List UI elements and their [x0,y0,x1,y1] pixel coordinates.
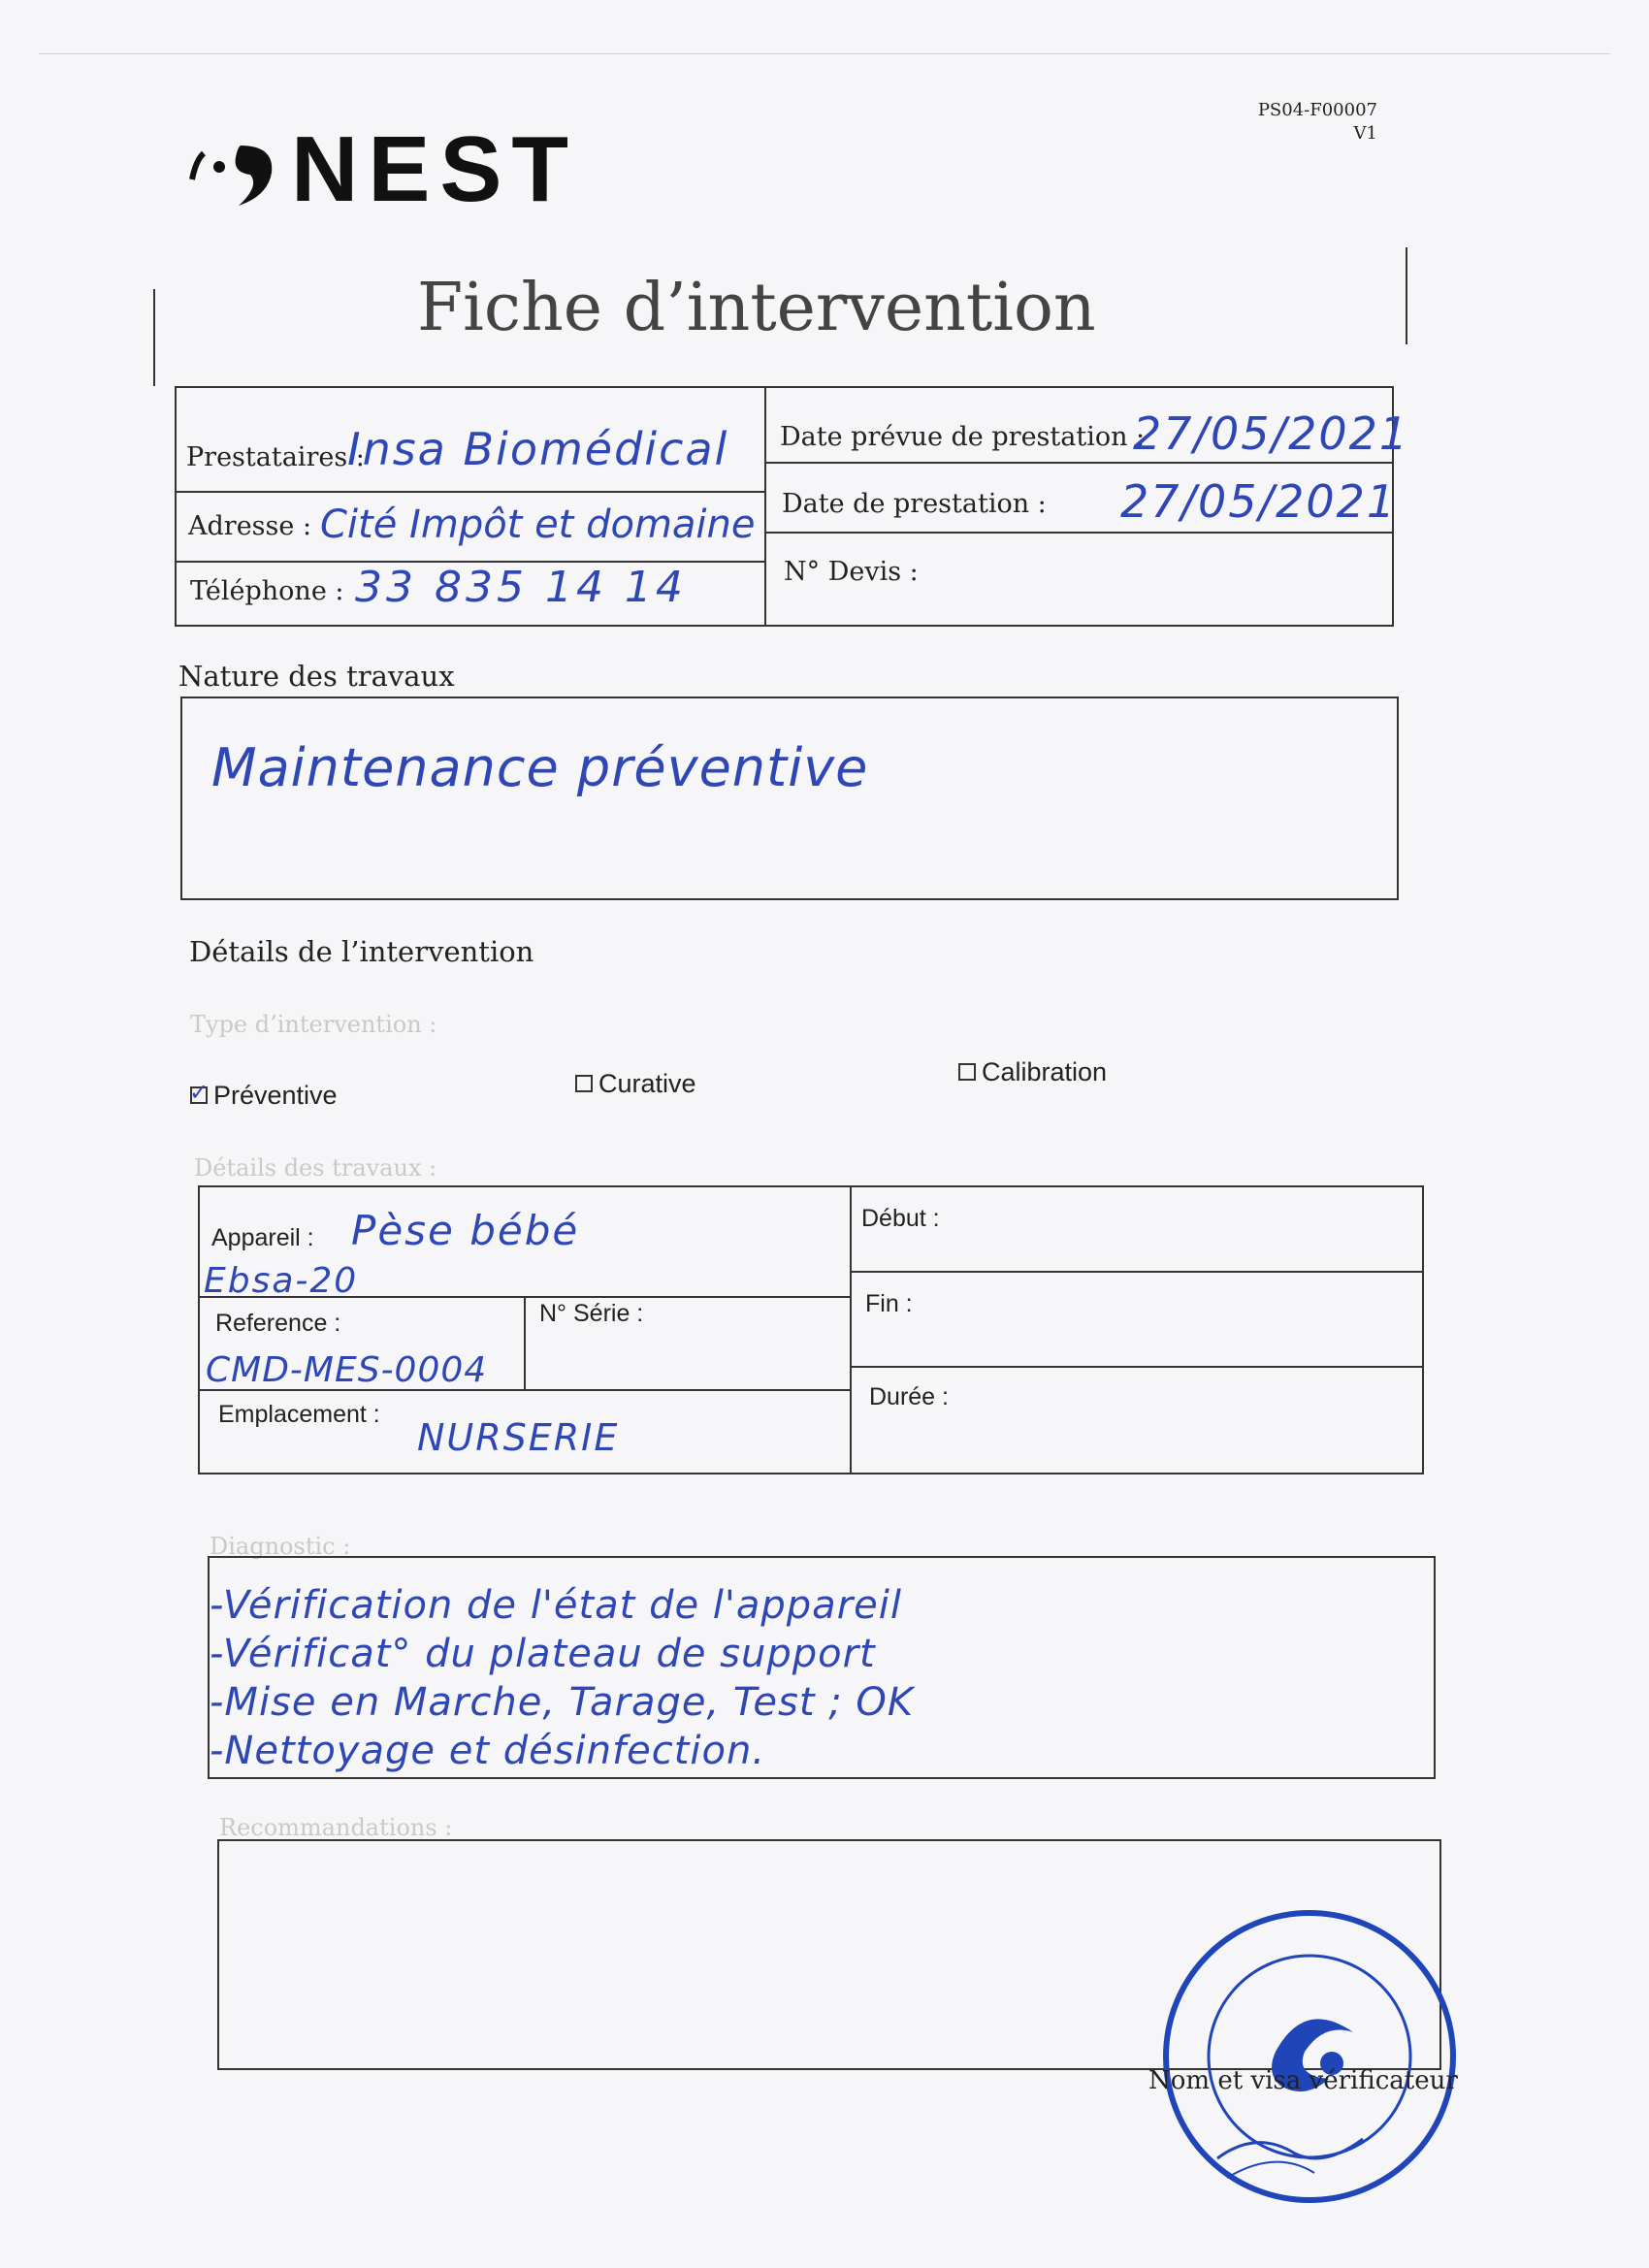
diagnostic-line: -Vérificat° du plateau de support [210,1632,876,1676]
page-title: Fiche d’intervention [417,270,1096,346]
debut-label: Début : [861,1205,940,1232]
calibration-checkbox[interactable] [958,1063,976,1081]
adresse-label: Adresse : [188,511,312,541]
title-right-rule [1406,247,1407,344]
date-prestation-label: Date de prestation : [782,489,1047,519]
prestataires-value: Insa Biomédical [347,423,729,475]
diagnostic-line: -Vérification de l'état de l'appareil [210,1583,902,1628]
reference-label: Reference : [215,1310,341,1337]
option-preventive[interactable] [190,1081,338,1111]
doc-code: PS04-F00007 [1257,100,1377,120]
telephone-label: Téléphone : [190,576,344,606]
diagnostic-lines [210,1581,914,1775]
diagnostic-line: -Mise en Marche, Tarage, Test ; OK [210,1680,915,1725]
nature-label: Nature des travaux [178,660,455,693]
reference-value: CMD-MES-0004 [206,1350,488,1390]
emplacement-label: Emplacement : [218,1401,380,1428]
adresse-value: Cité Impôt et domaine [320,502,756,547]
option-curative[interactable] [575,1069,696,1099]
date-prestation-value: 27/05/2021 [1120,475,1398,528]
appareil-label: Appareil : [211,1224,314,1251]
curative-label: Curative [598,1069,696,1098]
scan-edge-line [39,53,1610,54]
devis-label: N° Devis : [784,557,919,587]
date-prevue-label: Date prévue de prestation : [780,422,1146,452]
company-stamp [1159,1906,1460,2207]
prestataires-label: Prestataires : [186,442,365,472]
nature-box [180,697,1399,900]
telephone-value: 33 835 14 14 [355,563,687,612]
recommandations-label: Recommandations : [219,1814,453,1841]
emplacement-value: NURSERIE [417,1416,620,1459]
title-left-rule [153,289,155,386]
duree-label: Durée : [869,1383,949,1410]
calibration-label: Calibration [982,1057,1108,1086]
diagnostic-label: Diagnostic : [210,1533,351,1560]
diagnostic-line: -Nettoyage et désinfection. [210,1729,766,1773]
details-travaux-label: Détails des travaux : [194,1154,437,1182]
preventive-label: Préventive [213,1081,338,1110]
fin-label: Fin : [865,1290,913,1317]
serie-label: N° Série : [539,1300,644,1327]
nature-value: Maintenance préventive [211,737,869,798]
logo-mark-icon [182,126,289,213]
details-label: Détails de l’intervention [189,935,534,968]
appareil-model: Ebsa-20 [204,1261,359,1301]
option-calibration[interactable] [958,1057,1107,1087]
date-prevue-value: 27/05/2021 [1133,407,1410,460]
appareil-value: Pèse bébé [351,1207,580,1254]
doc-code-block [1242,99,1377,146]
type-intervention-label: Type d’intervention : [190,1011,437,1038]
curative-checkbox[interactable] [575,1075,593,1092]
doc-version: V1 [1353,123,1377,144]
preventive-checkbox[interactable] [190,1086,208,1104]
visa-label: Nom et visa vérificateur [1148,2066,1458,2095]
logo-wordmark: NEST [291,117,579,221]
